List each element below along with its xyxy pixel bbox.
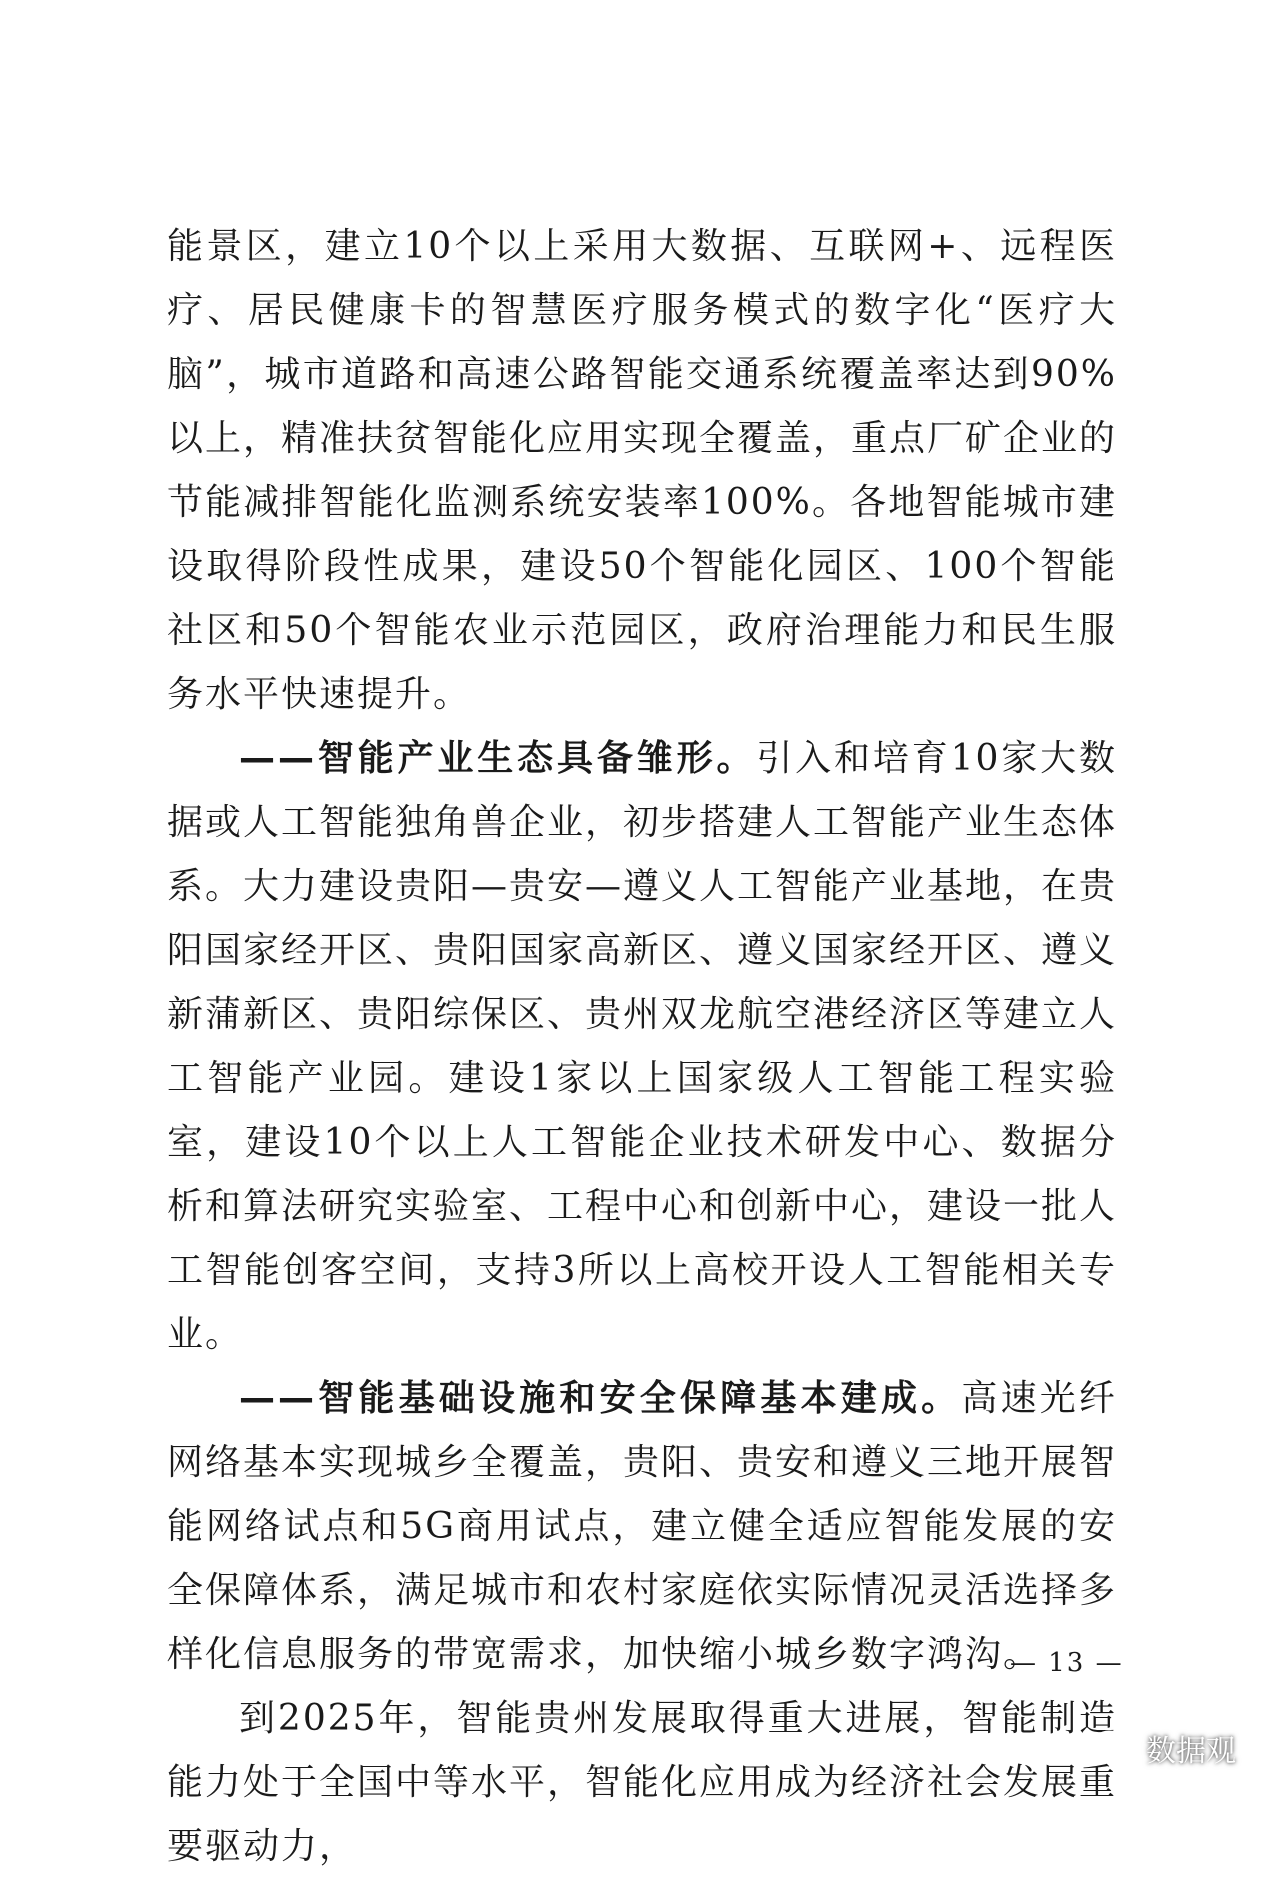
- paragraph-2-heading: ——智能产业生态具备雏形。: [239, 738, 757, 779]
- paragraph-1-text: 能景区，建立10个以上采用大数据、互联网+、远程医疗、居民健康卡的智慧医疗服务模式的数字化“医疗大脑”，城市道路和高速公路智能交通系统覆盖率达到90%以上，精准扶贫智能化应用实现全覆盖，重点厂矿企业的节能减排智能化监测系统安装率100%。各地智能城市建设取得阶段性成果，建设50个智能化园区、100个智能社区和50个智能农业示范园区，政府治理能力和民生服务水平快速提升。: [167, 226, 1118, 715]
- paragraph-3: [167, 1367, 1117, 1687]
- paragraph-4-text: 到2025年，智能贵州发展取得重大进展，智能制造能力处于全国中等水平，智能化应用成为经济社会发展重要驱动力，: [167, 1698, 1118, 1867]
- paragraph-2-text: 引入和培育10家大数据或人工智能独角兽企业，初步搭建人工智能产业生态体系。大力建设贵阳—贵安—遵义人工智能产业基地，在贵阳国家经开区、贵阳国家高新区、遵义国家经开区、遵义新蒲新区、贵阳综保区、贵州双龙航空港经济区等建立人工智能产业园。建设1家以上国家级人工智能工程实验室，建设10个以上人工智能企业技术研发中心、数据分析和算法研究实验室、工程中心和创新中心，建设一批人工智能创客空间，支持3所以上高校开设人工智能相关专业。: [167, 738, 1118, 1355]
- wechat-icon: [1092, 1729, 1136, 1767]
- page-number: — 13 —: [1010, 1648, 1124, 1678]
- watermark-text: 数据观: [1146, 1734, 1236, 1769]
- watermark: [1092, 1726, 1236, 1770]
- paragraph-1: [167, 215, 1117, 727]
- paragraph-3-heading: ——智能基础设施和安全保障基本建成。: [239, 1378, 962, 1419]
- paragraph-2: [167, 727, 1117, 1367]
- paragraph-4: [167, 1687, 1117, 1879]
- paragraph-3-text: 高速光纤网络基本实现城乡全覆盖，贵阳、贵安和遵义三地开展智能网络试点和5G商用试点，建立健全适应智能发展的安全保障体系，满足城市和农村家庭依实际情况灵活选择多样化信息服务的带宽需求，加快缩小城乡数字鸿沟。: [167, 1378, 1118, 1675]
- body-text: [167, 215, 1117, 1879]
